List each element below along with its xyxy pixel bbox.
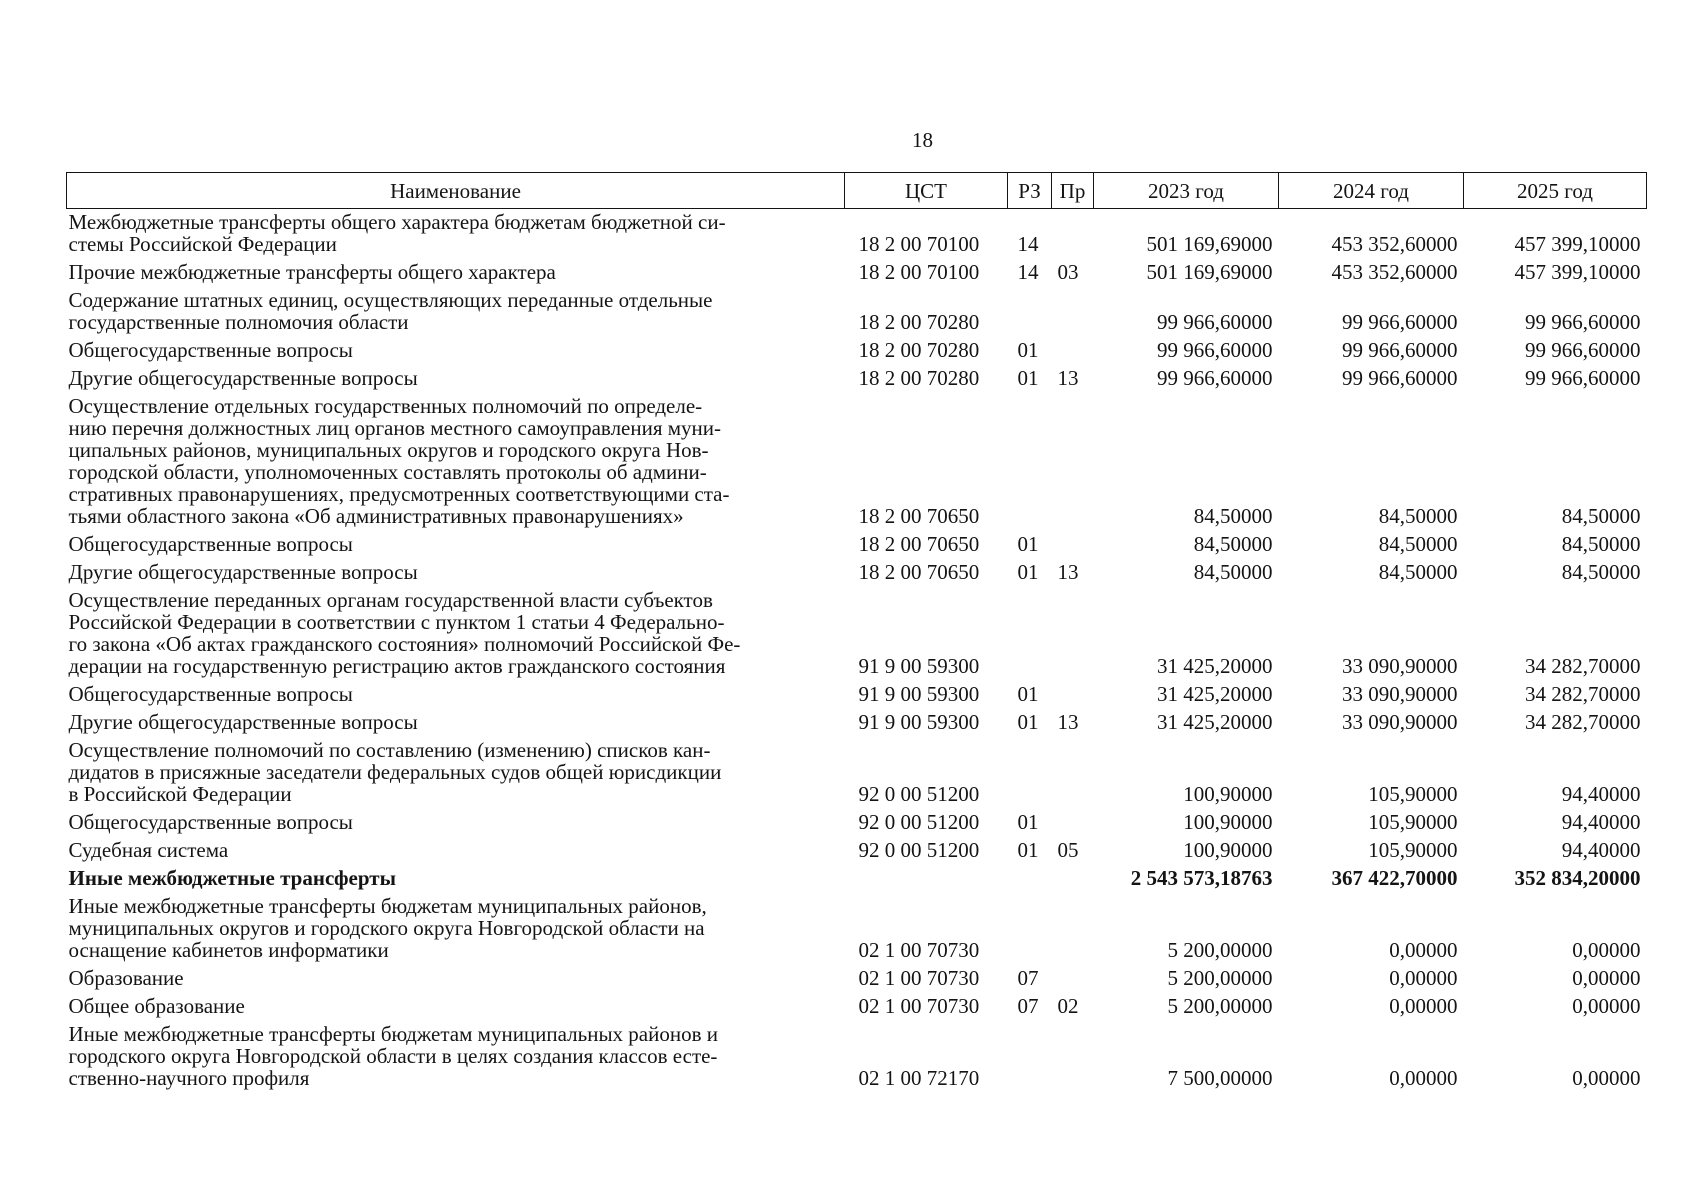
table-row bbox=[67, 559, 1647, 587]
row-name: Другие общегосударственные вопросы bbox=[68, 366, 418, 390]
row-pr bbox=[1052, 809, 1094, 837]
row-value-2025: 94,40000 bbox=[1561, 810, 1641, 834]
row-value-2025: 94,40000 bbox=[1561, 782, 1641, 806]
row-pr: 03 bbox=[1057, 260, 1079, 284]
row-rz: 07 bbox=[1017, 994, 1039, 1018]
row-pr: 13 bbox=[1057, 366, 1079, 390]
row-cst: 91 9 00 59300 bbox=[858, 710, 980, 734]
table-row bbox=[67, 809, 1647, 837]
row-value-2023: 2 543 573,18763 bbox=[1130, 866, 1273, 890]
row-value-2023: 84,50000 bbox=[1193, 532, 1273, 556]
row-rz bbox=[1008, 393, 1052, 531]
row-rz bbox=[1008, 587, 1052, 681]
row-cst: 18 2 00 70650 bbox=[858, 532, 980, 556]
row-pr: 13 bbox=[1057, 710, 1079, 734]
header-2025: 2025 год bbox=[1464, 173, 1647, 209]
row-value-2023: 501 169,69000 bbox=[1146, 260, 1273, 284]
table-row bbox=[67, 337, 1647, 365]
row-cst: 92 0 00 51200 bbox=[858, 782, 980, 806]
table-row bbox=[67, 1021, 1647, 1093]
row-value-2024: 0,00000 bbox=[1389, 966, 1458, 990]
row-cst: 18 2 00 70280 bbox=[858, 338, 980, 362]
row-name: Иные межбюджетные трансферты bbox=[68, 866, 396, 890]
row-value-2023: 99 966,60000 bbox=[1157, 310, 1273, 334]
row-value-2025: 84,50000 bbox=[1561, 532, 1641, 556]
row-rz: 01 bbox=[1017, 532, 1039, 556]
row-value-2024: 105,90000 bbox=[1368, 810, 1458, 834]
row-pr bbox=[1052, 531, 1094, 559]
row-cst: 02 1 00 70730 bbox=[858, 966, 980, 990]
row-name: Другие общегосударственные вопросы bbox=[68, 560, 418, 584]
row-pr bbox=[1052, 1021, 1094, 1093]
row-pr bbox=[1052, 337, 1094, 365]
row-name: Общее образование bbox=[68, 994, 245, 1018]
row-rz: 01 bbox=[1017, 710, 1039, 734]
row-value-2023: 5 200,00000 bbox=[1167, 994, 1273, 1018]
table-row bbox=[67, 965, 1647, 993]
header-2024: 2024 год bbox=[1279, 173, 1464, 209]
row-value-2024: 99 966,60000 bbox=[1342, 366, 1458, 390]
row-value-2024: 33 090,90000 bbox=[1342, 654, 1458, 678]
row-value-2025: 0,00000 bbox=[1572, 994, 1641, 1018]
row-value-2023: 5 200,00000 bbox=[1167, 938, 1273, 962]
table-body bbox=[67, 209, 1647, 1094]
row-cst: 18 2 00 70100 bbox=[858, 260, 980, 284]
budget-table bbox=[66, 172, 1647, 1093]
row-cst bbox=[845, 865, 1008, 893]
row-value-2023: 100,90000 bbox=[1183, 810, 1273, 834]
row-rz: 01 bbox=[1017, 366, 1039, 390]
row-value-2025: 84,50000 bbox=[1561, 504, 1641, 528]
row-value-2025: 99 966,60000 bbox=[1525, 338, 1641, 362]
row-rz bbox=[1008, 737, 1052, 809]
row-name: Образование bbox=[68, 966, 184, 990]
row-value-2023: 99 966,60000 bbox=[1157, 338, 1273, 362]
row-value-2023: 100,90000 bbox=[1183, 838, 1273, 862]
table-row bbox=[67, 287, 1647, 337]
row-value-2025: 34 282,70000 bbox=[1525, 710, 1641, 734]
row-value-2025: 457 399,10000 bbox=[1514, 260, 1641, 284]
row-value-2025: 0,00000 bbox=[1572, 938, 1641, 962]
row-value-2025: 34 282,70000 bbox=[1525, 654, 1641, 678]
row-rz: 01 bbox=[1017, 560, 1039, 584]
row-value-2023: 5 200,00000 bbox=[1167, 966, 1273, 990]
row-pr: 13 bbox=[1057, 560, 1079, 584]
row-value-2024: 33 090,90000 bbox=[1342, 710, 1458, 734]
row-pr: 02 bbox=[1057, 994, 1079, 1018]
row-value-2024: 453 352,60000 bbox=[1331, 260, 1458, 284]
row-name: Иные межбюджетные трансферты бюджетам муниципальных районов и городского округа Новгородской области в целях создания классов есте- ственно-научного профиля bbox=[68, 1022, 719, 1090]
table-row bbox=[67, 893, 1647, 965]
row-pr bbox=[1052, 587, 1094, 681]
header-rz: РЗ bbox=[1008, 173, 1052, 209]
row-rz bbox=[1008, 287, 1052, 337]
row-cst: 18 2 00 70280 bbox=[858, 310, 980, 334]
row-value-2023: 99 966,60000 bbox=[1157, 366, 1273, 390]
page-number: 18 bbox=[912, 128, 933, 152]
row-value-2024: 84,50000 bbox=[1378, 532, 1458, 556]
row-name: Общегосударственные вопросы bbox=[68, 338, 353, 362]
row-cst: 92 0 00 51200 bbox=[858, 810, 980, 834]
row-value-2023: 501 169,69000 bbox=[1146, 232, 1273, 256]
row-pr bbox=[1052, 865, 1094, 893]
row-rz bbox=[1008, 865, 1052, 893]
table-row bbox=[67, 209, 1647, 260]
row-value-2024: 0,00000 bbox=[1389, 994, 1458, 1018]
table-row bbox=[67, 837, 1647, 865]
row-value-2025: 34 282,70000 bbox=[1525, 682, 1641, 706]
row-value-2023: 84,50000 bbox=[1193, 560, 1273, 584]
table-row bbox=[67, 737, 1647, 809]
table-row bbox=[67, 681, 1647, 709]
row-cst: 92 0 00 51200 bbox=[858, 838, 980, 862]
row-name: Осуществление полномочий по составлению (изменению) списков кан- дидатов в присяжные заседатели федеральных судов общей юрисдикции в Российской Федерации bbox=[68, 738, 722, 806]
row-value-2025: 0,00000 bbox=[1572, 1066, 1641, 1090]
row-value-2025: 99 966,60000 bbox=[1525, 310, 1641, 334]
row-value-2025: 0,00000 bbox=[1572, 966, 1641, 990]
table-row bbox=[67, 259, 1647, 287]
row-name: Межбюджетные трансферты общего характера бюджетам бюджетной си- стемы Российской Федерации bbox=[68, 210, 726, 256]
row-rz: 01 bbox=[1017, 682, 1039, 706]
row-name: Содержание штатных единиц, осуществляющих переданные отдельные государственные полномочия области bbox=[68, 288, 713, 334]
header-pr: Пр bbox=[1052, 173, 1094, 209]
row-rz: 01 bbox=[1017, 338, 1039, 362]
row-value-2024: 0,00000 bbox=[1389, 938, 1458, 962]
row-name: Прочие межбюджетные трансферты общего характера bbox=[68, 260, 556, 284]
table-row bbox=[67, 587, 1647, 681]
row-rz: 14 bbox=[1017, 260, 1039, 284]
row-value-2023: 31 425,20000 bbox=[1157, 710, 1273, 734]
row-rz: 07 bbox=[1017, 966, 1039, 990]
row-rz: 14 bbox=[1017, 232, 1039, 256]
table-header bbox=[67, 173, 1647, 209]
row-cst: 18 2 00 70650 bbox=[858, 560, 980, 584]
row-cst: 02 1 00 70730 bbox=[858, 994, 980, 1018]
table-row bbox=[67, 365, 1647, 393]
row-cst: 91 9 00 59300 bbox=[858, 654, 980, 678]
table-row bbox=[67, 709, 1647, 737]
row-value-2024: 453 352,60000 bbox=[1331, 232, 1458, 256]
row-value-2024: 33 090,90000 bbox=[1342, 682, 1458, 706]
table-row bbox=[67, 865, 1647, 893]
header-2023: 2023 год bbox=[1094, 173, 1279, 209]
table-row bbox=[67, 531, 1647, 559]
row-value-2024: 0,00000 bbox=[1389, 1066, 1458, 1090]
row-rz: 01 bbox=[1017, 810, 1039, 834]
row-pr: 05 bbox=[1057, 838, 1079, 862]
header-cst: ЦСТ bbox=[845, 173, 1008, 209]
row-value-2024: 105,90000 bbox=[1368, 782, 1458, 806]
row-name: Другие общегосударственные вопросы bbox=[68, 710, 418, 734]
row-value-2024: 84,50000 bbox=[1378, 504, 1458, 528]
row-pr bbox=[1052, 393, 1094, 531]
row-cst: 02 1 00 70730 bbox=[858, 938, 980, 962]
row-name: Общегосударственные вопросы bbox=[68, 532, 353, 556]
row-cst: 91 9 00 59300 bbox=[858, 682, 980, 706]
row-value-2025: 99 966,60000 bbox=[1525, 366, 1641, 390]
row-rz: 01 bbox=[1017, 838, 1039, 862]
row-value-2025: 457 399,10000 bbox=[1514, 232, 1641, 256]
row-value-2025: 352 834,20000 bbox=[1514, 866, 1641, 890]
row-cst: 18 2 00 70650 bbox=[858, 504, 980, 528]
row-name: Судебная система bbox=[68, 838, 229, 862]
row-cst: 02 1 00 72170 bbox=[858, 1066, 980, 1090]
row-name: Общегосударственные вопросы bbox=[68, 682, 353, 706]
row-cst: 18 2 00 70100 bbox=[858, 232, 980, 256]
row-value-2024: 99 966,60000 bbox=[1342, 338, 1458, 362]
row-pr bbox=[1052, 737, 1094, 809]
row-value-2023: 7 500,00000 bbox=[1167, 1066, 1273, 1090]
row-value-2025: 94,40000 bbox=[1561, 838, 1641, 862]
header-name: Наименование bbox=[67, 173, 845, 209]
row-name: Общегосударственные вопросы bbox=[68, 810, 353, 834]
row-name: Иные межбюджетные трансферты бюджетам муниципальных районов, муниципальных округов и городского округа Новгородской области на оснащение кабинетов информатики bbox=[68, 894, 707, 962]
row-value-2023: 84,50000 bbox=[1193, 504, 1273, 528]
row-name: Осуществление переданных органам государственной власти субъектов Российской Федерации в соответствии с пунктом 1 статьи 4 Федерально- го закона «Об актах гражданского состояния» полномочий Российской Фе- дерации на государственную регистрацию актов гражданского состояния bbox=[68, 588, 741, 678]
row-name: Осуществление отдельных государственных полномочий по определе- нию перечня должностных лиц органов местного самоуправления муни- ципальных районов, муниципальных округов и городского округа Нов- городской области, уполномоченных составлять протоколы об админи- стративных правонарушениях, предусмотренных соответствующими ста- тьями областного закона «Об административных правонарушениях» bbox=[68, 394, 730, 528]
row-rz bbox=[1008, 1021, 1052, 1093]
table-row bbox=[67, 393, 1647, 531]
row-value-2024: 84,50000 bbox=[1378, 560, 1458, 584]
row-pr bbox=[1052, 893, 1094, 965]
row-pr bbox=[1052, 965, 1094, 993]
row-rz bbox=[1008, 893, 1052, 965]
row-pr bbox=[1052, 681, 1094, 709]
row-value-2023: 100,90000 bbox=[1183, 782, 1273, 806]
row-value-2024: 105,90000 bbox=[1368, 838, 1458, 862]
row-value-2023: 31 425,20000 bbox=[1157, 654, 1273, 678]
row-value-2023: 31 425,20000 bbox=[1157, 682, 1273, 706]
row-value-2025: 84,50000 bbox=[1561, 560, 1641, 584]
row-pr bbox=[1052, 287, 1094, 337]
row-value-2024: 367 422,70000 bbox=[1331, 866, 1458, 890]
row-cst: 18 2 00 70280 bbox=[858, 366, 980, 390]
row-pr bbox=[1052, 209, 1094, 260]
table-row bbox=[67, 993, 1647, 1021]
row-value-2024: 99 966,60000 bbox=[1342, 310, 1458, 334]
